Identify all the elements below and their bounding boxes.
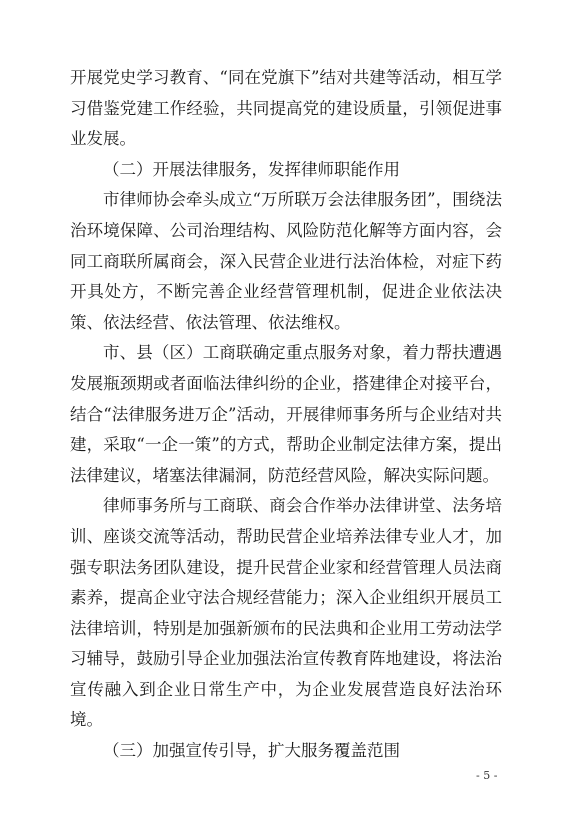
section-heading-2: （二）开展法律服务，发挥律师职能作用 [103, 159, 400, 179]
section-heading-3: （三）加强宣传引导，扩大服务覆盖范围 [103, 741, 400, 761]
page-number: - 5 - [476, 769, 498, 782]
paragraph-key-service-targets: 市、县（区）工商联确定重点服务对象，着力帮扶遭遇发展瓶颈期或者面临法律纠纷的企业，搭建律企对接平台，结合“法律服务进万企”活动，开展律师事务所与企业结对共建，采取“一企一策”的方式，帮助企业制定法律方案，提出法律建议，堵塞法律漏洞，防范经营风险，解决实际问题。 [70, 343, 502, 485]
paragraph-legal-training: 律师事务所与工商联、商会合作举办法律讲堂、法务培训、座谈交流等活动，帮助民营企业培养法律专业人才，加强专职法务团队建设，提升民营企业家和经营管理人员法商素养，提高企业守法合规经营能力；深入企业组织开展员工法律培训，特别是加强新颁布的民法典和企业用工劳动法学习辅导，鼓励引导企业加强法治宣传教育阵地建设，将法治宣传融入到企业日常生产中，为企业发展营造良好法治环境。 [70, 496, 502, 730]
paragraph-legal-service-team: 市律师协会牵头成立“万所联万会法律服务团”，围绕法治环境保障、公司治理结构、风险防范化解等方面内容，会同工商联所属商会，深入民营企业进行法治体检，对症下药开具处方，不断完善企业经营管理机制，促进企业依法决策、依法经营、依法管理、依法维权。 [70, 190, 502, 332]
document-body [70, 63, 502, 767]
paragraph-continued: 开展党史学习教育、“同在党旗下”结对共建等活动，相互学习借鉴党建工作经验，共同提高党的建设质量，引领促进事业发展。 [70, 68, 502, 149]
